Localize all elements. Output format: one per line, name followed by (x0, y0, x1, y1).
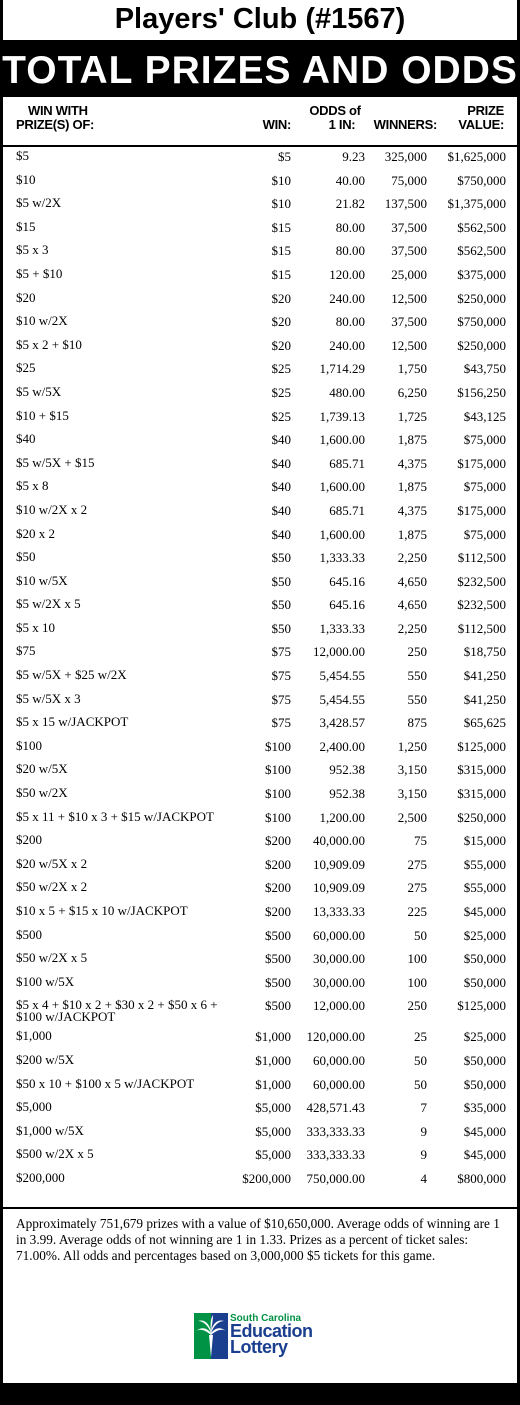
winners-count: 37,500 (391, 243, 427, 259)
prize-description: $5 w/5X + $25 w/2X (16, 667, 127, 683)
table-row (0, 218, 520, 242)
prize-description: $100 w/5X (16, 973, 75, 989)
odds-value: 30,000.00 (313, 951, 365, 967)
table-row (0, 1051, 520, 1075)
winners-count: 1,875 (397, 526, 427, 542)
prize-value: $156,250 (457, 384, 506, 400)
odds-value: 21.82 (335, 196, 365, 212)
prize-description: $5 w/2X (16, 195, 62, 211)
winners-count: 137,500 (384, 196, 427, 212)
prize-description: $25 (16, 360, 36, 376)
table-row (0, 878, 520, 902)
prize-description: $5 w/5X x 3 (16, 690, 81, 706)
prize-value: $562,500 (457, 219, 506, 235)
odds-value: 1,600.00 (319, 526, 365, 542)
winners-count: 1,725 (397, 408, 427, 424)
winners-count: 1,875 (397, 479, 427, 495)
winners-count: 250 (407, 998, 427, 1014)
win-amount: $1,000 (255, 1029, 291, 1045)
column-header-prizes (16, 104, 166, 148)
prize-value: $55,000 (463, 880, 506, 896)
odds-value: 80.00 (335, 314, 365, 330)
prize-value: $55,000 (463, 856, 506, 872)
prize-value: $250,000 (457, 809, 506, 825)
column-header-prizes-line2: PRIZE(S) OF: (16, 117, 95, 132)
prize-value: $25,000 (463, 1029, 506, 1045)
prize-value: $50,000 (463, 1076, 506, 1092)
winners-count: 50 (414, 1052, 427, 1068)
prize-value: $15,000 (463, 833, 506, 849)
win-amount: $50 (271, 550, 291, 566)
table-row (0, 312, 520, 336)
winners-count: 3,150 (397, 762, 427, 778)
prize-value: $800,000 (457, 1170, 506, 1186)
table-row (0, 477, 520, 501)
win-amount: $5,000 (255, 1147, 291, 1163)
prize-value: $65,625 (463, 715, 506, 731)
prize-description: $10 w/5X (16, 572, 68, 588)
column-header-win: WIN: (262, 117, 291, 132)
table-row (0, 666, 520, 690)
prize-description: $10 (16, 171, 36, 187)
table-row (0, 1075, 520, 1099)
page-title: Players' Club (#1567) (114, 3, 406, 35)
win-amount: $40 (271, 502, 291, 518)
winners-count: 325,000 (384, 149, 427, 164)
winners-count: 4,375 (397, 455, 427, 471)
winners-count: 4 (420, 1170, 427, 1186)
win-amount: $20 (271, 337, 291, 353)
prize-description: $1,000 (16, 1028, 52, 1044)
prize-value: $45,000 (463, 1123, 506, 1139)
banner-heading: TOTAL PRIZES AND ODDS (0, 40, 520, 97)
win-amount: $50 (271, 597, 291, 613)
winners-count: 550 (407, 668, 427, 684)
odds-value: 9.23 (342, 149, 365, 164)
win-amount: $5,000 (255, 1123, 291, 1139)
odds-value: 1,200.00 (319, 809, 365, 825)
win-amount: $500 (265, 951, 291, 967)
table-row (0, 1122, 520, 1146)
prize-description: $200 w/5X (16, 1051, 75, 1067)
winners-count: 6,250 (397, 384, 427, 400)
winners-count: 1,875 (397, 432, 427, 448)
win-amount: $75 (271, 668, 291, 684)
win-amount: $75 (271, 644, 291, 660)
win-amount: $100 (265, 809, 291, 825)
table-row (0, 241, 520, 265)
prize-description: $5 x 3 (16, 242, 49, 258)
column-header-odds-line2: 1 IN: (328, 117, 356, 132)
prize-value: $175,000 (457, 502, 506, 518)
prize-description: $20 (16, 289, 36, 305)
winners-count: 25,000 (391, 266, 427, 282)
odds-value: 80.00 (335, 219, 365, 235)
table-row (0, 619, 520, 643)
prize-description: $10 + $15 (16, 407, 69, 423)
winners-count: 25 (414, 1029, 427, 1045)
table-row (0, 525, 520, 549)
prize-value: $250,000 (457, 290, 506, 306)
prize-value: $750,000 (457, 314, 506, 330)
prize-value: $112,500 (457, 550, 506, 566)
prize-value: $315,000 (457, 786, 506, 802)
odds-value: 10,909.09 (313, 856, 365, 872)
odds-value: 1,333.33 (319, 620, 365, 636)
prize-value: $25,000 (463, 927, 506, 943)
winners-count: 275 (407, 880, 427, 896)
win-amount: $200 (265, 904, 291, 919)
odds-value: 30,000.00 (313, 974, 365, 990)
odds-value: 120.00 (329, 266, 365, 282)
prize-value: $112,500 (457, 620, 506, 636)
odds-value: 40.00 (335, 172, 365, 188)
odds-value: 952.38 (329, 762, 365, 778)
win-amount: $15 (271, 243, 291, 259)
odds-value: 333,333.33 (306, 1123, 365, 1139)
winners-count: 4,650 (397, 573, 427, 589)
win-amount: $50 (271, 620, 291, 636)
winners-count: 4,650 (397, 597, 427, 613)
odds-value: 240.00 (329, 337, 365, 353)
odds-value: 685.71 (329, 502, 365, 518)
prize-description: $50 (16, 549, 36, 565)
winners-count: 37,500 (391, 219, 427, 235)
prize-value: $18,750 (463, 644, 506, 660)
table-row (0, 501, 520, 525)
win-amount: $5 (278, 149, 291, 164)
table-row (0, 265, 520, 289)
prize-description: $20 x 2 (16, 525, 55, 541)
winners-count: 50 (414, 927, 427, 943)
prize-value: $45,000 (463, 1147, 506, 1163)
column-header-winners: WINNERS: (373, 117, 437, 132)
winners-count: 100 (407, 951, 427, 967)
win-amount: $20 (271, 314, 291, 330)
winners-count: 9 (420, 1147, 427, 1163)
odds-value: 12,000.00 (313, 998, 365, 1014)
winners-count: 2,500 (397, 809, 427, 825)
odds-value: 645.16 (329, 573, 365, 589)
odds-value: 120,000.00 (306, 1029, 365, 1045)
prize-description: $10 x 5 + $15 x 10 w/JACKPOT (16, 903, 188, 918)
column-header-prizes-line1: WIN WITH (28, 103, 88, 118)
table-row (0, 1098, 520, 1122)
odds-value: 1,739.13 (319, 408, 365, 424)
win-amount: $75 (271, 691, 291, 707)
prize-description: $10 w/2X x 2 (16, 501, 88, 517)
prize-value: $75,000 (463, 479, 506, 495)
prize-value: $41,250 (463, 691, 506, 707)
win-amount: $100 (265, 762, 291, 778)
winners-count: 2,250 (397, 550, 427, 566)
prize-value: $50,000 (463, 951, 506, 967)
table-row (0, 926, 520, 950)
odds-value: 480.00 (329, 384, 365, 400)
prize-description: $15 (16, 218, 36, 234)
prize-value: $41,250 (463, 668, 506, 684)
win-amount: $500 (265, 927, 291, 943)
odds-value: 13,333.33 (313, 904, 365, 919)
winners-count: 4,375 (397, 502, 427, 518)
odds-value: 3,428.57 (319, 715, 365, 731)
prize-value: $45,000 (463, 904, 506, 919)
prize-description: $5 x 11 + $10 x 3 + $15 w/JACKPOT (16, 808, 214, 824)
odds-value: 40,000.00 (313, 833, 365, 849)
table-row (0, 383, 520, 407)
footer-divider (3, 1207, 517, 1209)
prize-value: $232,500 (457, 597, 506, 613)
winners-count: 12,500 (391, 290, 427, 306)
table-row (0, 784, 520, 808)
odds-value: 2,400.00 (319, 738, 365, 754)
table-row (0, 902, 520, 926)
prize-value: $562,500 (457, 243, 506, 259)
win-amount: $200 (265, 880, 291, 896)
win-amount: $25 (271, 408, 291, 424)
odds-value: 240.00 (329, 290, 365, 306)
prize-value: $50,000 (463, 974, 506, 990)
odds-value: 1,714.29 (319, 361, 365, 377)
odds-value: 5,454.55 (319, 691, 365, 707)
prize-value: $35,000 (463, 1100, 506, 1116)
table-row (0, 1145, 520, 1169)
logo-line-state: South Carolina (230, 1313, 302, 1324)
prize-value: $175,000 (457, 455, 506, 471)
odds-value: 428,571.43 (306, 1100, 365, 1116)
column-header-value (458, 104, 504, 148)
prize-value: $750,000 (457, 172, 506, 188)
prize-description: $5 x 10 (16, 619, 55, 635)
winners-count: 250 (407, 644, 427, 660)
winners-count: 875 (407, 715, 427, 731)
table-row (0, 194, 520, 218)
win-amount: $25 (271, 361, 291, 377)
table-row (0, 430, 520, 454)
win-amount: $100 (265, 786, 291, 802)
odds-value: 333,333.33 (306, 1147, 365, 1163)
winners-count: 50 (414, 1076, 427, 1092)
prize-description: $40 (16, 431, 36, 447)
win-amount: $75 (271, 715, 291, 731)
prize-value: $43,125 (463, 408, 506, 424)
table-row (0, 760, 520, 784)
prize-description: $1,000 w/5X (16, 1122, 84, 1138)
win-amount: $200 (265, 856, 291, 872)
win-amount: $1,000 (255, 1052, 291, 1068)
table-row (0, 407, 520, 431)
table-row (0, 808, 520, 832)
prize-description: $50 w/2X (16, 785, 68, 801)
table-row (0, 171, 520, 195)
prize-value: $1,375,000 (447, 196, 506, 212)
table-row (0, 289, 520, 313)
win-amount: $40 (271, 526, 291, 542)
winners-count: 1,250 (397, 738, 427, 754)
table-row (0, 359, 520, 383)
sc-education-lottery-logo (194, 1313, 334, 1359)
footnote: Approximately 751,679 prizes with a value of $10,650,000. Average odds of winning are 1 in 3.99. Average odds of not winning are 1 in 1.33. Prizes as a percent of ticket sales: 71.00%. All odds and percentages based on 3,000,000 $5 tickets for this game. (16, 1216, 500, 1263)
win-amount: $25 (271, 384, 291, 400)
prize-description: $10 w/2X (16, 313, 68, 329)
prize-value: $250,000 (457, 337, 506, 353)
table-row (0, 548, 520, 572)
table-row (0, 949, 520, 973)
table-row (0, 996, 520, 1027)
winners-count: 12,500 (391, 337, 427, 353)
table-row (0, 713, 520, 737)
column-header-odds-line1: ODDS of (309, 103, 361, 118)
prize-description: $5 x 2 + $10 (16, 336, 82, 352)
winners-count: 3,150 (397, 786, 427, 802)
column-header-value-line1: PRIZE (467, 103, 504, 118)
prize-description: $20 w/5X (16, 761, 68, 777)
winners-count: 225 (407, 904, 427, 919)
prize-description: $50 w/2X x 2 (16, 879, 88, 895)
winners-count: 100 (407, 974, 427, 990)
logo-line-lottery: Lottery (230, 1337, 288, 1357)
prize-description: $200 (16, 832, 42, 848)
win-amount: $15 (271, 266, 291, 282)
prize-description: $5 w/5X (16, 383, 62, 399)
prize-description: $100 (16, 737, 42, 753)
win-amount: $20 (271, 290, 291, 306)
odds-value: 60,000.00 (313, 1052, 365, 1068)
win-amount: $10 (271, 172, 291, 188)
palmetto-tree-icon (194, 1313, 228, 1359)
win-amount: $40 (271, 432, 291, 448)
odds-value: 5,454.55 (319, 668, 365, 684)
win-amount: $200 (265, 833, 291, 849)
table-row (0, 855, 520, 879)
prize-value: $125,000 (457, 738, 506, 754)
winners-count: 9 (420, 1123, 427, 1139)
table-row (0, 1169, 520, 1193)
prize-value: $43,750 (463, 361, 506, 377)
prize-value: $232,500 (457, 573, 506, 589)
prize-description: $75 (16, 643, 36, 659)
odds-value: 1,333.33 (319, 550, 365, 566)
prize-value: $75,000 (463, 432, 506, 448)
odds-value: 12,000.00 (313, 644, 365, 660)
prize-value: $125,000 (457, 998, 506, 1014)
win-amount: $40 (271, 479, 291, 495)
win-amount: $10 (271, 196, 291, 212)
prize-description: $50 x 10 + $100 x 5 w/JACKPOT (16, 1075, 195, 1091)
odds-value: 685.71 (329, 455, 365, 471)
prize-description: $5 (16, 148, 29, 163)
odds-value: 952.38 (329, 786, 365, 802)
winners-count: 1,750 (397, 361, 427, 377)
prize-description: $20 w/5X x 2 (16, 855, 88, 871)
odds-value: 750,000.00 (306, 1170, 365, 1186)
prize-description: $5 + $10 (16, 265, 63, 281)
table-row (0, 572, 520, 596)
win-amount: $15 (271, 219, 291, 235)
win-amount: $500 (265, 974, 291, 990)
table-row (0, 1027, 520, 1051)
prize-value: $315,000 (457, 762, 506, 778)
table-row (0, 336, 520, 360)
prize-value: $75,000 (463, 526, 506, 542)
win-amount: $5,000 (255, 1100, 291, 1116)
winners-count: 2,250 (397, 620, 427, 636)
table-row (0, 973, 520, 997)
win-amount: $100 (265, 738, 291, 754)
winners-count: 275 (407, 856, 427, 872)
odds-value: 60,000.00 (313, 1076, 365, 1092)
column-header-odds (305, 104, 365, 148)
prize-table (0, 147, 520, 1193)
prize-value: $50,000 (463, 1052, 506, 1068)
prize-description: $200,000 (16, 1169, 65, 1185)
prize-description: $50 w/2X x 5 (16, 950, 88, 966)
bottom-bar (0, 1383, 520, 1405)
winners-count: 75 (414, 833, 427, 849)
prize-value: $1,625,000 (447, 149, 506, 164)
odds-value: 1,600.00 (319, 432, 365, 448)
table-row (0, 642, 520, 666)
prize-value: $375,000 (457, 266, 506, 282)
column-header-value-line2: VALUE: (458, 117, 504, 132)
winners-count: 7 (420, 1100, 427, 1116)
prize-description: $5 x 15 w/JACKPOT (16, 714, 129, 730)
win-amount: $500 (265, 998, 291, 1014)
odds-value: 80.00 (335, 243, 365, 259)
table-row (0, 595, 520, 619)
win-amount: $40 (271, 455, 291, 471)
odds-value: 1,600.00 (319, 479, 365, 495)
winners-count: 75,000 (391, 172, 427, 188)
winners-count: 550 (407, 691, 427, 707)
winners-count: 37,500 (391, 314, 427, 330)
table-row (0, 737, 520, 761)
table-row (0, 831, 520, 855)
odds-value: 10,909.09 (313, 880, 365, 896)
prize-description: $5 x 4 + $10 x 2 + $30 x 2 + $50 x 6 + $100 w/JACKPOT (16, 997, 218, 1025)
table-row (0, 454, 520, 478)
win-amount: $200,000 (242, 1170, 291, 1186)
prize-description: $5 x 8 (16, 478, 49, 494)
prize-description: $5,000 (16, 1099, 52, 1115)
odds-value: 60,000.00 (313, 927, 365, 943)
prize-description: $5 w/2X x 5 (16, 596, 81, 612)
win-amount: $1,000 (255, 1076, 291, 1092)
prize-description: $500 (16, 926, 42, 942)
table-row (0, 690, 520, 714)
logo-line-education: Education (230, 1321, 313, 1341)
prize-description: $500 w/2X x 5 (16, 1146, 94, 1162)
prize-description: $5 w/5X + $15 (16, 454, 95, 470)
table-row (0, 147, 520, 171)
odds-value: 645.16 (329, 597, 365, 613)
win-amount: $50 (271, 573, 291, 589)
